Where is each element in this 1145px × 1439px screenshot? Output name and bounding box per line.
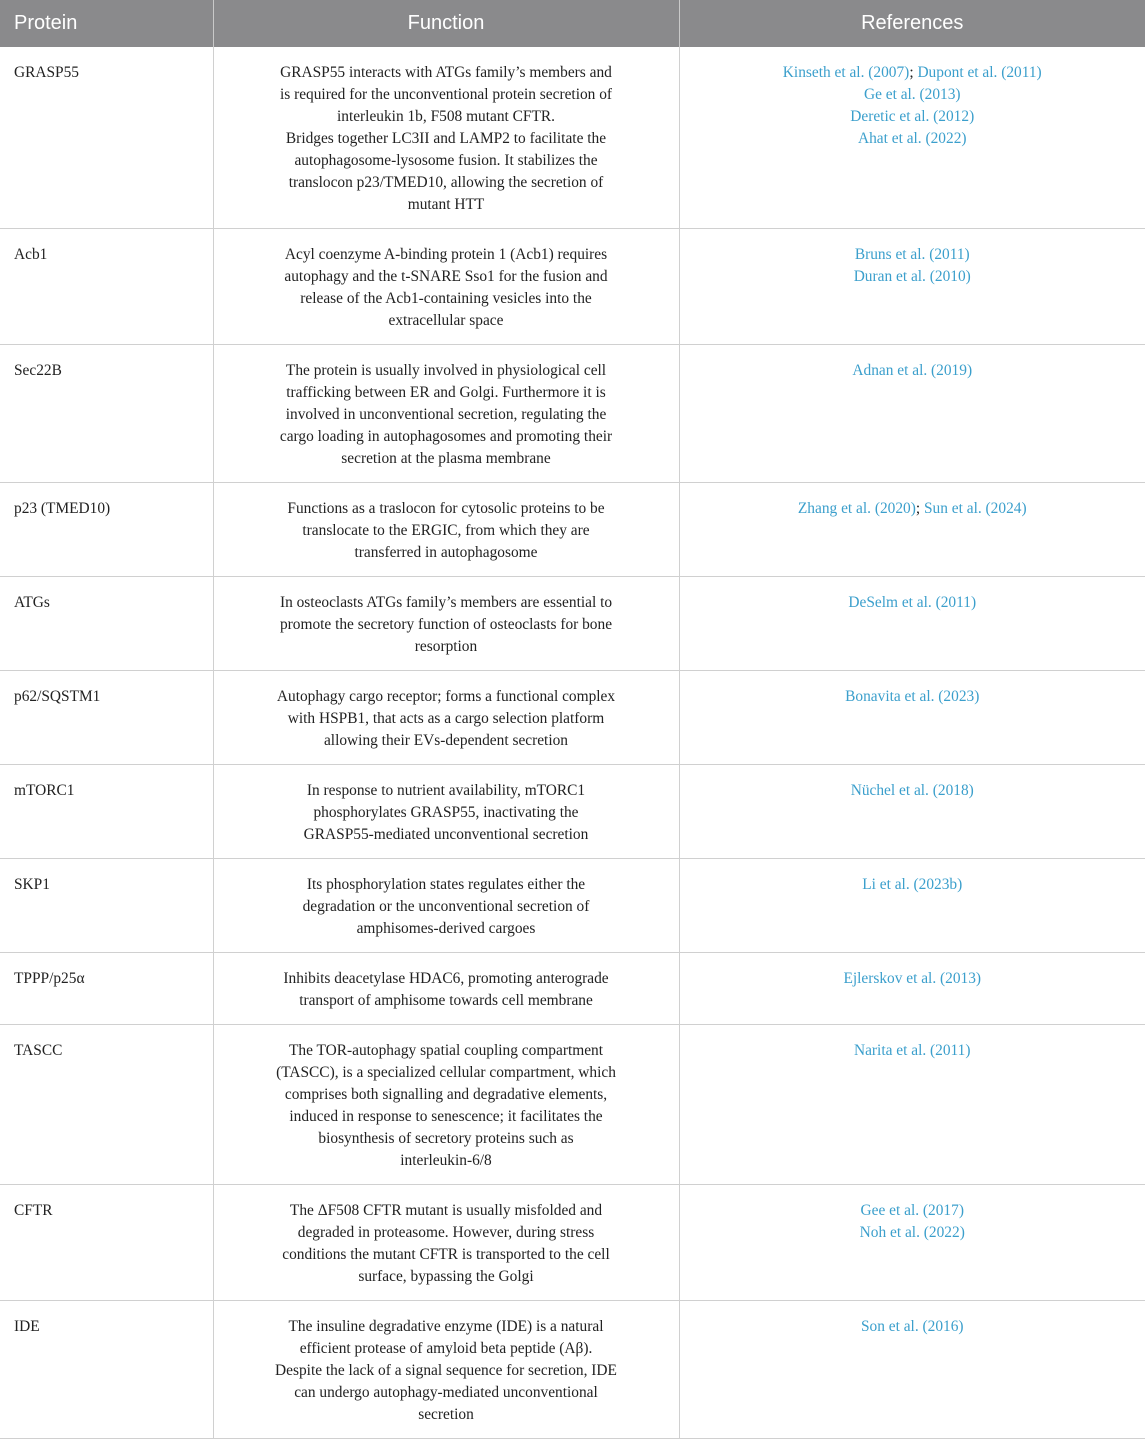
protein-cell: ATGs: [0, 577, 213, 671]
reference-link[interactable]: Ahat et al. (2022): [857, 130, 967, 147]
header-references: References: [679, 0, 1145, 47]
function-text: Functions as a traslocon for cytosolic proteins to be translocate to the ERGIC, from which they are transferred in autophagosome: [287, 500, 605, 561]
references-cell: [679, 953, 1145, 1025]
function-cell: [213, 765, 679, 859]
reference-link[interactable]: Sun et al. (2024): [924, 500, 1027, 517]
function-cell: [213, 229, 679, 345]
header-row: [0, 0, 1145, 47]
function-text: The TOR-autophagy spatial coupling compartment (TASCC), is a specialized cellular compartment, which comprises both signalling and degradative elements, induced in response to senescence; it facilitates the biosynthesis of secretory proteins such as interleukin-6/8: [276, 1042, 616, 1169]
reference-link[interactable]: Noh et al. (2022): [859, 1224, 965, 1241]
reference-line: [694, 780, 1132, 802]
reference-link[interactable]: Dupont et al. (2011): [917, 64, 1042, 81]
table-row: [0, 953, 1145, 1025]
reference-line: [694, 1316, 1132, 1338]
table-row: [0, 765, 1145, 859]
function-cell: [213, 577, 679, 671]
reference-separator: ;: [909, 64, 918, 81]
header-protein: Protein: [0, 0, 213, 47]
protein-cell: TASCC: [0, 1025, 213, 1185]
protein-cell: p23 (TMED10): [0, 483, 213, 577]
table-row: [0, 229, 1145, 345]
protein-cell: IDE: [0, 1301, 213, 1439]
reference-link[interactable]: Son et al. (2016): [860, 1318, 964, 1335]
reference-link[interactable]: Bonavita et al. (2023): [845, 688, 980, 705]
references-cell: [679, 483, 1145, 577]
reference-link[interactable]: Zhang et al. (2020): [797, 500, 916, 517]
reference-line: [694, 1222, 1132, 1244]
function-text: Inhibits deacetylase HDAC6, promoting anterograde transport of amphisome towards cell membrane: [283, 970, 609, 1009]
function-text: GRASP55 interacts with ATGs family’s members and is required for the unconventional protein secretion of interleukin 1b, F508 mutant CFTR. Bridges together LC3II and LAMP2 to facilitate the autophagosome-lysosome fusion. It stabilizes the translocon p23/TMED10, allowing the secretion of mutant HTT: [279, 64, 613, 213]
table-row: [0, 345, 1145, 483]
references-cell: [679, 1025, 1145, 1185]
reference-line: [694, 498, 1132, 520]
table-row: [0, 859, 1145, 953]
reference-link[interactable]: Ge et al. (2013): [863, 86, 961, 103]
protein-cell: GRASP55: [0, 47, 213, 229]
function-text: Its phosphorylation states regulates either the degradation or the unconventional secretion of amphisomes-derived cargoes: [302, 876, 590, 937]
protein-cell: Sec22B: [0, 345, 213, 483]
function-cell: [213, 859, 679, 953]
reference-link[interactable]: Kinseth et al. (2007): [782, 64, 910, 81]
reference-link[interactable]: Duran et al. (2010): [853, 268, 971, 285]
protein-cell: TPPP/p25α: [0, 953, 213, 1025]
protein-cell: CFTR: [0, 1185, 213, 1301]
function-text: Acyl coenzyme A-binding protein 1 (Acb1) requires autophagy and the t-SNARE Sso1 for the fusion and release of the Acb1-containing vesicles into the extracellular space: [284, 246, 608, 329]
references-cell: [679, 345, 1145, 483]
reference-line: [694, 592, 1132, 614]
reference-line: [694, 968, 1132, 990]
function-text: Autophagy cargo receptor; forms a functional complex with HSPB1, that acts as a cargo selection platform allowing their EVs-dependent secretion: [276, 688, 616, 749]
table-row: [0, 483, 1145, 577]
reference-line: [694, 874, 1132, 896]
reference-link[interactable]: Bruns et al. (2011): [854, 246, 970, 263]
reference-link[interactable]: DeSelm et al. (2011): [848, 594, 977, 611]
function-cell: [213, 953, 679, 1025]
reference-link[interactable]: Gee et al. (2017): [860, 1202, 964, 1219]
reference-line: [694, 84, 1132, 106]
function-cell: [213, 47, 679, 229]
table-row: [0, 671, 1145, 765]
function-text: The insuline degradative enzyme (IDE) is a natural efficient protease of amyloid beta peptide (Aβ). Despite the lack of a signal sequence for secretion, IDE can undergo autophagy-mediated unconventional secretion: [275, 1318, 617, 1423]
references-cell: [679, 577, 1145, 671]
header-function: Function: [213, 0, 679, 47]
reference-line: [694, 1200, 1132, 1222]
table-row: [0, 1301, 1145, 1439]
reference-line: [694, 686, 1132, 708]
references-cell: [679, 1185, 1145, 1301]
reference-link[interactable]: Deretic et al. (2012): [850, 108, 975, 125]
function-text: The ΔF508 CFTR mutant is usually misfolded and degraded in proteasome. However, during stress conditions the mutant CFTR is transported to the cell surface, bypassing the Golgi: [282, 1202, 610, 1285]
function-text: In osteoclasts ATGs family’s members are essential to promote the secretory function of osteoclasts for bone resorption: [279, 594, 613, 655]
references-cell: [679, 229, 1145, 345]
references-cell: [679, 671, 1145, 765]
function-text: The protein is usually involved in physiological cell trafficking between ER and Golgi. Furthermore it is involved in unconventional secretion, regulating the cargo loading in autophagosomes and promoting their secretion at the plasma membrane: [279, 362, 613, 467]
reference-line: [694, 62, 1132, 84]
protein-cell: SKP1: [0, 859, 213, 953]
function-cell: [213, 1185, 679, 1301]
references-cell: [679, 859, 1145, 953]
reference-link[interactable]: Adnan et al. (2019): [852, 362, 973, 379]
references-cell: [679, 47, 1145, 229]
function-cell: [213, 345, 679, 483]
reference-link[interactable]: Nüchel et al. (2018): [850, 782, 974, 799]
reference-link[interactable]: Ejlerskov et al. (2013): [843, 970, 982, 987]
reference-line: [694, 106, 1132, 128]
reference-line: [694, 360, 1132, 382]
function-cell: [213, 1301, 679, 1439]
references-cell: [679, 765, 1145, 859]
reference-link[interactable]: Narita et al. (2011): [853, 1042, 971, 1059]
references-cell: [679, 1301, 1145, 1439]
function-text: In response to nutrient availability, mTORC1 phosphorylates GRASP55, inactivating the GRASP55-mediated unconventional secretion: [303, 782, 589, 843]
function-cell: [213, 483, 679, 577]
protein-cell: mTORC1: [0, 765, 213, 859]
protein-cell: Acb1: [0, 229, 213, 345]
table-body: [0, 47, 1145, 1439]
table-row: [0, 1025, 1145, 1185]
table-row: [0, 577, 1145, 671]
table-header: [0, 0, 1145, 47]
reference-line: [694, 266, 1132, 288]
protein-cell: p62/SQSTM1: [0, 671, 213, 765]
reference-separator: ;: [915, 500, 924, 517]
reference-line: [694, 1040, 1132, 1062]
function-cell: [213, 1025, 679, 1185]
reference-link[interactable]: Li et al. (2023b): [862, 876, 963, 893]
table-row: [0, 1185, 1145, 1301]
reference-line: [694, 128, 1132, 150]
table-row: [0, 47, 1145, 229]
function-cell: [213, 671, 679, 765]
reference-line: [694, 244, 1132, 266]
